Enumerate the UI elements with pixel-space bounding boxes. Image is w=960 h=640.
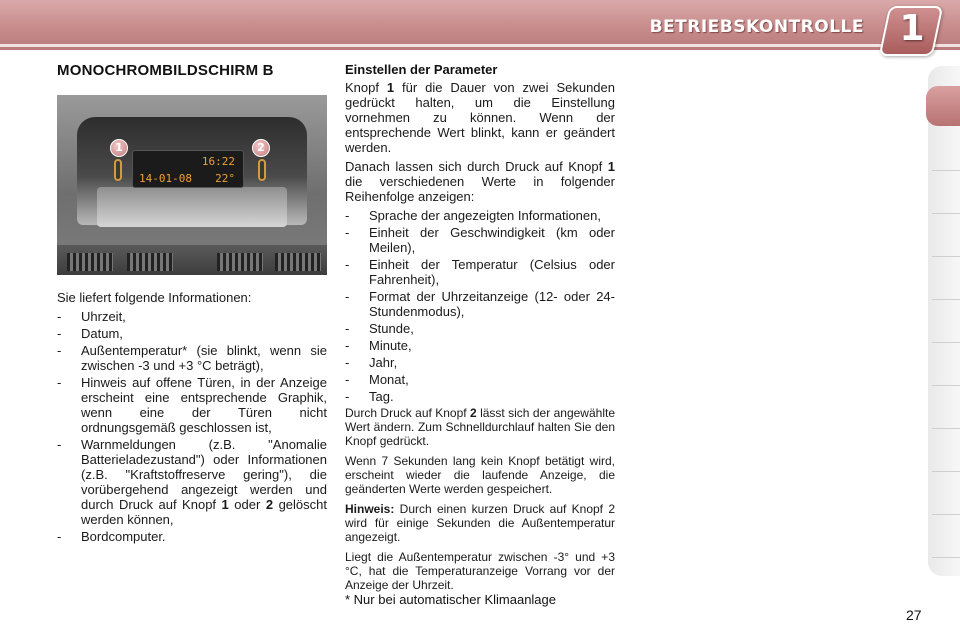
dashboard-shelf xyxy=(97,187,287,227)
info-intro: Sie liefert folgende Informationen: xyxy=(57,290,252,305)
paragraph: Wenn 7 Sekunden lang kein Knopf betätigt wird, erscheint wieder die laufende Anzeige, die geänderten Werte werden gespeichert. xyxy=(345,454,615,496)
tab-divider xyxy=(932,342,960,343)
paragraph-text: die verschiedenen Werte in folgender Reihenfolge anzeigen: xyxy=(345,174,615,204)
list-item xyxy=(57,437,327,527)
list-item: - Außentemperatur* (sie blinkt, wenn sie zwischen -3 und +3 °C beträgt), xyxy=(57,343,327,373)
list-item: - Monat, xyxy=(345,372,615,387)
air-vent xyxy=(127,253,173,271)
page-number: 27 xyxy=(906,607,922,623)
display-temperature: 22° xyxy=(215,172,235,185)
list-item: - Datum, xyxy=(57,326,327,341)
tab-divider xyxy=(932,256,960,257)
note-label: Hinweis: xyxy=(345,502,395,516)
header-stripe xyxy=(0,44,960,47)
paragraph xyxy=(345,406,615,448)
tab-divider xyxy=(932,557,960,558)
list-item: - Einheit der Temperatur (Celsius oder Fahrenheit), xyxy=(345,257,615,287)
list-item: - Tag. xyxy=(345,389,615,404)
paragraph: Liegt die Außentemperatur zwischen -3° und +3 °C, hat die Temperaturanzeige Vorrang vor der Anzeige der Uhrzeit. xyxy=(345,550,615,592)
list-item: - Bordcomputer. xyxy=(57,529,327,544)
tab-divider xyxy=(932,471,960,472)
air-vent xyxy=(67,253,113,271)
tab-divider xyxy=(932,299,960,300)
paragraph xyxy=(345,80,615,155)
paragraph-text: Durch Druck auf Knopf xyxy=(345,406,470,420)
paragraph-text: Durch einen kurzen Druck auf Knopf 2 wird für einige Sekunden die Außentemperatur angezeigt. xyxy=(345,502,615,544)
callout-marker-1: 1 xyxy=(110,139,128,157)
button-1 xyxy=(114,159,122,181)
button-ref: 1 xyxy=(386,80,395,95)
list-item-text: Warnmeldungen (z.B. "Anomalie Batterieladezustand") oder Informationen (z.B. "Kraftstoffreserve gering"), die vorübergehend angezeigt werden und durch Druck auf Knopf xyxy=(81,437,327,512)
air-vent xyxy=(217,253,263,271)
section-tab-strip xyxy=(928,66,960,576)
list-item: - Uhrzeit, xyxy=(57,309,327,324)
section-heading: MONOCHROMBILDSCHIRM B xyxy=(57,62,274,79)
list-item: - Format der Uhrzeitanzeige (12- oder 24-Stundenmodus), xyxy=(345,289,615,319)
info-list xyxy=(57,309,327,544)
tab-divider xyxy=(932,428,960,429)
chapter-title: BETRIEBSKONTROLLE xyxy=(649,17,864,37)
note-paragraph xyxy=(345,502,615,544)
info-list-block xyxy=(57,290,327,546)
display-date: 14-01-08 xyxy=(139,172,192,185)
display-time: 16:22 xyxy=(201,155,235,168)
paragraph xyxy=(345,159,615,204)
tab-divider xyxy=(932,514,960,515)
list-item-text: gelöscht werden können, xyxy=(81,497,327,527)
button-ref: 2 xyxy=(265,497,274,512)
button-ref: 1 xyxy=(607,159,615,174)
left-column xyxy=(57,62,327,79)
list-item: - Stunde, xyxy=(345,321,615,336)
list-item: - Hinweis auf offene Türen, in der Anzeige erscheint eine entsprechende Graphik, wenn eine der Türen nicht ordnungsgemäß geschlossen ist, xyxy=(57,375,327,435)
subsection-heading: Einstellen der Parameter xyxy=(345,62,498,77)
air-vent xyxy=(275,253,321,271)
chapter-number: 1 xyxy=(899,8,925,49)
paragraph-text: für die Dauer von zwei Sekunden gedrückt halten, um die Einstellung vornehmen zu können. Wenn der entsprechende Wert blinkt, kann er geändert werden. xyxy=(345,80,615,155)
list-item: - Einheit der Geschwindigkeit (km oder Meilen), xyxy=(345,225,615,255)
tab-divider xyxy=(932,213,960,214)
paragraph-text: Knopf xyxy=(345,80,387,95)
button-ref: 1 xyxy=(221,497,229,512)
parameter-sequence xyxy=(345,208,615,404)
button-2 xyxy=(258,159,266,181)
paragraph-text: Danach lassen sich durch Druck auf Knopf xyxy=(345,159,608,174)
tab-divider xyxy=(932,385,960,386)
callout-marker-2: 2 xyxy=(252,139,270,157)
list-item-text: oder xyxy=(228,497,266,512)
monochrome-display xyxy=(132,150,244,188)
footnote: * Nur bei automatischer Klimaanlage xyxy=(345,592,556,607)
list-item: - Sprache der angezeigten Informationen, xyxy=(345,208,615,223)
paragraph-text: lässt sich der angewählte Wert ändern. Zum Schnelldurchlauf halten Sie den Knopf gedrückt. xyxy=(345,406,615,448)
display-photo xyxy=(57,95,327,275)
button-ref: 2 xyxy=(469,406,477,420)
tab-divider xyxy=(932,170,960,171)
right-column xyxy=(345,62,615,598)
list-item: - Jahr, xyxy=(345,355,615,370)
active-section-tab xyxy=(926,86,960,126)
list-item: - Minute, xyxy=(345,338,615,353)
